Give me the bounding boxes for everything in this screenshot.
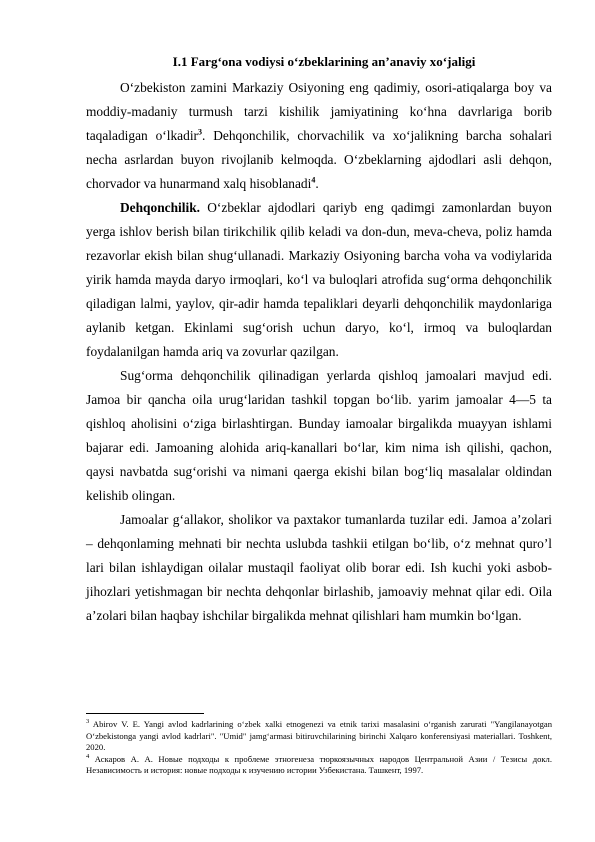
footnote-4 [86, 754, 552, 777]
section-heading: I.1 Farg‘ona vodiysi o‘zbeklarining an’anaviy xo‘jaligi [172, 54, 476, 69]
footnote-text: Аскаров А. А. Новые подходы к проблеме этногенеза тюркоязычных народов Центральной Азии / Тезисы докл. Независимость и история: новые подходы к изучению истории Узбекистана. Ташкент, 1997. [86, 753, 552, 776]
document-page [86, 54, 552, 628]
footnote-text: Abirov V. E. Yangi avlod kadrlarining o‘zbek xalki etnogenezi va etnik tarixi masalasini o‘rganish zarurati "Yangilanayotgan O‘zbekistonga yangi avlod kadrlari". "Umid" jamg‘armasi bitiruvchilarining birinchi Xalqaro konferensiyasi materiallari. Toshkent, 2020. [86, 719, 552, 753]
paragraph-intro-text: O‘zbekiston zamini Markaziy Osiyoning eng qadimiy, osori-atiqalarga boy va moddiy-madaniy turmush tarzi kishilik jamiyatining ko‘hna davrlariga borib taqaladigan o‘lkadir [86, 80, 552, 143]
paragraph-intro-text-3: . [315, 176, 319, 191]
footnote-number: 4 [86, 752, 90, 760]
paragraph-lead-term: Dehqonchilik. [120, 200, 200, 215]
footnote-divider [86, 713, 204, 714]
footnote-ref-3[interactable]: 3 [198, 127, 202, 137]
footnotes [86, 719, 552, 777]
paragraph-dehqonchilik [86, 196, 552, 364]
paragraph-intro [86, 76, 552, 196]
paragraph-intro-text-2: . Dehqonchilik, chorvachilik va xo‘jalikning barcha sohalari necha asrlardan buyon rivojlanib kelmoqda. O‘zbeklarning ajdodlari asli dehqon, chorvador va hunarmand xalq hisoblanadi [86, 128, 553, 191]
footnote-ref-4[interactable]: 4 [311, 175, 316, 185]
paragraph-dehqonchilik-text: O‘zbeklar ajdodlari qariyb eng qadimgi zamonlardan buyon yerga ishlov berish bilan tirikchilik qilib keladi va don-dun, meva-cheva, poliz hamda rezavorlar ekish bilan shug‘ullanadi. Markaziy Osiyoning barcha voha va vodiylarida yirik hamda mayda daryo irmoqlari, ko‘l va buloqlari atrofida sug‘orma dehqonchilik qiladigan lalmi, yaylov, qir-adir hamda tepaliklari deyarli dehqonchilik maydonlariga aylanib ketgan. Ekinlami sug‘orish uchun daryo, ko‘l, irmoq va buloqlardan foydalanilgan hamda ariq va zovurlar qazilgan. [86, 200, 552, 359]
paragraph-jamoalar: Sug‘orma dehqonchilik qilinadigan yerlarda qishloq jamoalari mavjud edi. Jamoa bir qancha oila urug‘laridan tashkil topgan bo‘lib. yarim jamoalar 4—5 ta qishloq aholisini o‘ziga birlashtirgan. Bunday iamoalar birgalikda muayyan ishlami bajarar edi. Jamoaning alohida ariq-kanallari bo‘lar, kim nima ish qilishi, qachon, qaysi navbatda sug‘orishi va nimani qaerga ekishi bilan bog‘liq masalalar oldindan kelishib olingan. [86, 368, 552, 503]
footnote-3 [86, 719, 552, 754]
footnote-number: 3 [86, 718, 90, 726]
paragraph-mehnat: Jamoalar g‘allakor, sholikor va paxtakor tumanlarda tuzilar edi. Jamoa a’zolari – dehqonlaming mehnati bir nechta uslubda tashkii etilgan bo‘lib, o‘z mehnat quro’l lari bilan ishlaydigan oilalar mustaqil faoliyat olib borar edi. Ish kuchi yoki asbob-jihozlari yetishmagan bir nechta dehqonlar birlashib, jamoaviy mehnat qilar edi. Oila a’zolari bilan haqbay ishchilar birgalikda mehnat qilishlari ham mumkin bo‘lgan. [86, 512, 552, 623]
